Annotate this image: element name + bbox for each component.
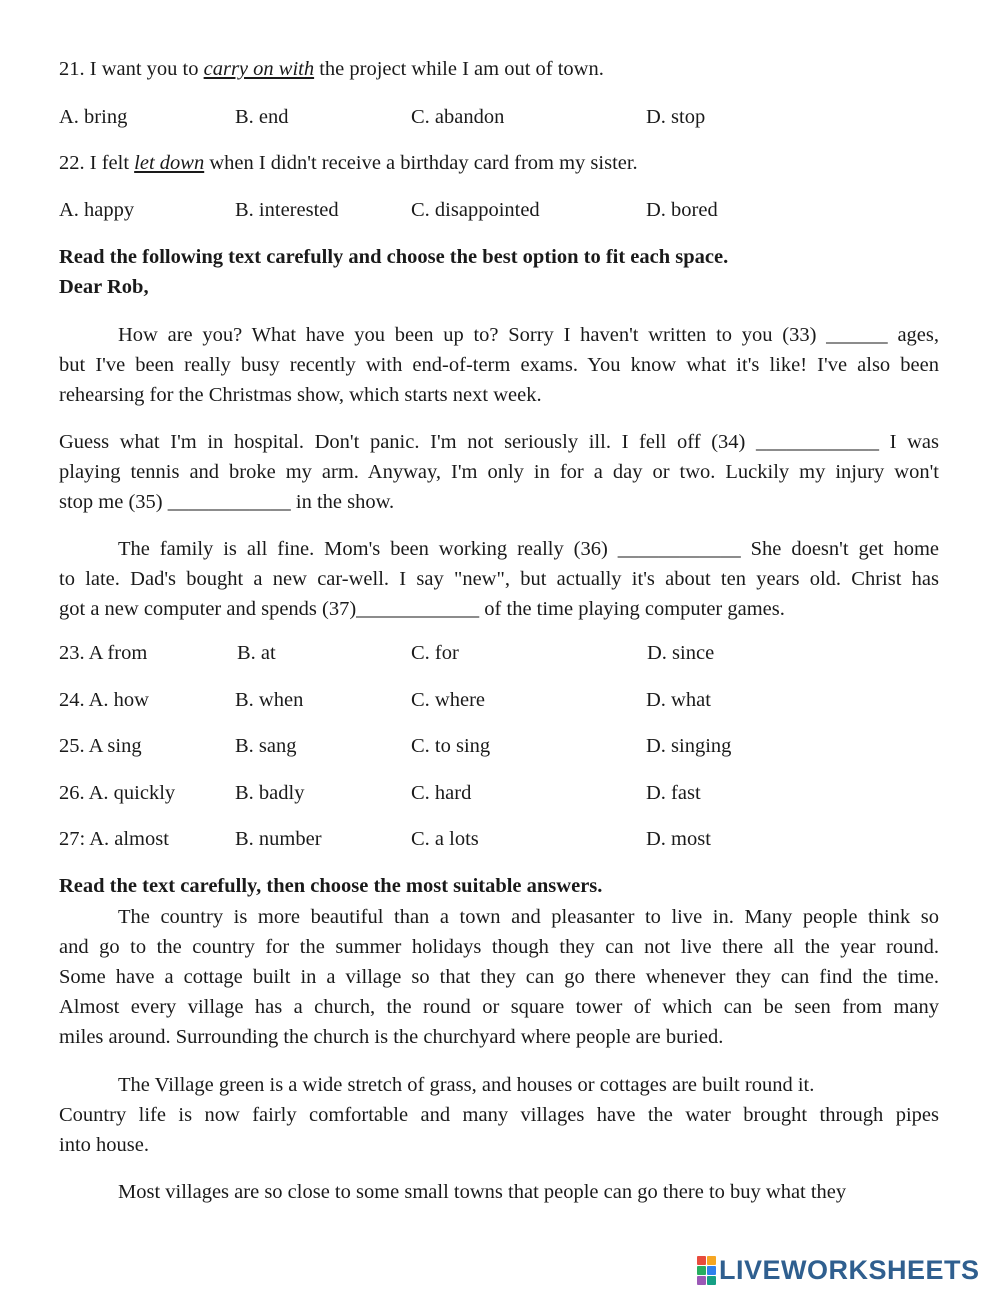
q23-option-b[interactable]: B. at <box>237 642 276 664</box>
text-line: Guess what I'm in hospital. Don't panic. I'm not seriously ill. I fell off (34) ____________ I was <box>59 431 939 453</box>
q21-before: 21. I want you to <box>59 58 204 80</box>
q25-option-b[interactable]: B. sang <box>235 735 297 757</box>
q23-option-d[interactable]: D. since <box>647 642 715 664</box>
text-line: got a new computer and spends (37)____________ of the time playing computer games. <box>59 598 785 620</box>
text-line: The Village green is a wide stretch of grass, and houses or cottages are built round it. <box>118 1074 815 1096</box>
q22-option-b[interactable]: B. interested <box>235 199 339 221</box>
q26-option-c[interactable]: C. hard <box>411 782 472 804</box>
question-21 <box>59 58 604 81</box>
q26-option-b[interactable]: B. badly <box>235 782 305 804</box>
q26-option-a[interactable]: 26. A. quickly <box>59 782 176 804</box>
logo-tile <box>707 1266 716 1275</box>
text-line: Some have a cottage built in a village so that they can go there whenever they can find the time. <box>59 966 939 988</box>
q22-before: 22. I felt <box>59 152 135 174</box>
logo-tiles-icon <box>697 1256 716 1285</box>
q22-option-d[interactable]: D. bored <box>646 199 718 221</box>
text-line: playing tennis and broke my arm. Anyway, I'm only in for a day or two. Luckily my injury won't <box>59 461 939 483</box>
text-line: Almost every village has a church, the round or square tower of which can be seen from many <box>59 996 939 1018</box>
text-line: but I've been really busy recently with end-of-term exams. You know what it's like! I've also been <box>59 354 939 376</box>
text-line: to late. Dad's bought a new car-well. I say "new", but actually it's about ten years old. Christ has <box>59 568 939 590</box>
q27-option-b[interactable]: B. number <box>235 828 322 850</box>
logo-tile <box>697 1276 706 1285</box>
letter-paragraph-2 <box>59 427 939 517</box>
text-line: stop me (35) ____________ in the show. <box>59 491 395 513</box>
reading-paragraph-1 <box>59 902 939 1052</box>
section2-instruction: Read the text carefully, then choose the most suitable answers. <box>59 875 603 897</box>
q24-option-a[interactable]: 24. A. how <box>59 689 149 711</box>
q25-option-c[interactable]: C. to sing <box>411 735 491 757</box>
section1-instruction: Read the following text carefully and choose the best option to fit each space. <box>59 246 729 268</box>
logo-tile <box>707 1276 716 1285</box>
q21-option-b[interactable]: B. end <box>235 106 289 128</box>
letter-paragraph-1 <box>59 320 939 410</box>
letter-paragraph-3 <box>59 534 939 624</box>
q21-after: the project while I am out of town. <box>314 58 604 80</box>
q21-phrase: carry on with <box>203 58 315 80</box>
q27-option-c[interactable]: C. a lots <box>411 828 479 850</box>
reading-paragraph-2 <box>59 1070 939 1160</box>
q22-phrase: let down <box>134 152 205 174</box>
q23-option-c[interactable]: C. for <box>411 642 459 664</box>
logo-tile <box>707 1256 716 1265</box>
text-line: How are you? What have you been up to? Sorry I haven't written to you (33) ______ ages, <box>118 324 939 346</box>
q22-option-a[interactable]: A. happy <box>59 199 135 221</box>
text-line: Country life is now fairly comfortable and many villages have the water brought through pipes <box>59 1104 939 1126</box>
letter-greeting: Dear Rob, <box>59 276 149 298</box>
logo-text: LIVEWORKSHEETS <box>719 1254 980 1285</box>
q24-option-b[interactable]: B. when <box>235 689 304 711</box>
text-line: miles around. Surrounding the church is the churchyard where people are buried. <box>59 1026 724 1048</box>
q23-option-a[interactable]: 23. A from <box>59 642 148 664</box>
q22-after: when I didn't receive a birthday card from my sister. <box>204 152 638 174</box>
q24-option-d[interactable]: D. what <box>646 689 711 711</box>
q27-option-d[interactable]: D. most <box>646 828 711 850</box>
text-line: into house. <box>59 1134 149 1156</box>
reading-paragraph-3 <box>59 1177 939 1207</box>
logo-tile <box>697 1256 706 1265</box>
q24-option-c[interactable]: C. where <box>411 689 486 711</box>
liveworksheets-logo <box>697 1255 980 1285</box>
q21-option-c[interactable]: C. abandon <box>411 106 505 128</box>
text-line: The country is more beautiful than a town and pleasanter to live in. Many people think so <box>118 906 939 928</box>
question-22 <box>59 152 638 175</box>
q21-option-a[interactable]: A. bring <box>59 106 128 128</box>
q22-option-c[interactable]: C. disappointed <box>411 199 540 221</box>
logo-tile <box>697 1266 706 1275</box>
q25-option-a[interactable]: 25. A sing <box>59 735 142 757</box>
q27-option-a[interactable]: 27: A. almost <box>59 828 169 850</box>
text-line: rehearsing for the Christmas show, which starts next week. <box>59 384 542 406</box>
q26-option-d[interactable]: D. fast <box>646 782 701 804</box>
text-line: The family is all fine. Mom's been working really (36) ____________ She doesn't get home <box>118 538 939 560</box>
text-line: Most villages are so close to some small towns that people can go there to buy what they <box>118 1181 847 1203</box>
q25-option-d[interactable]: D. singing <box>646 735 732 757</box>
q21-option-d[interactable]: D. stop <box>646 106 706 128</box>
text-line: and go to the country for the summer holidays though they can not live there all the year round. <box>59 936 939 958</box>
